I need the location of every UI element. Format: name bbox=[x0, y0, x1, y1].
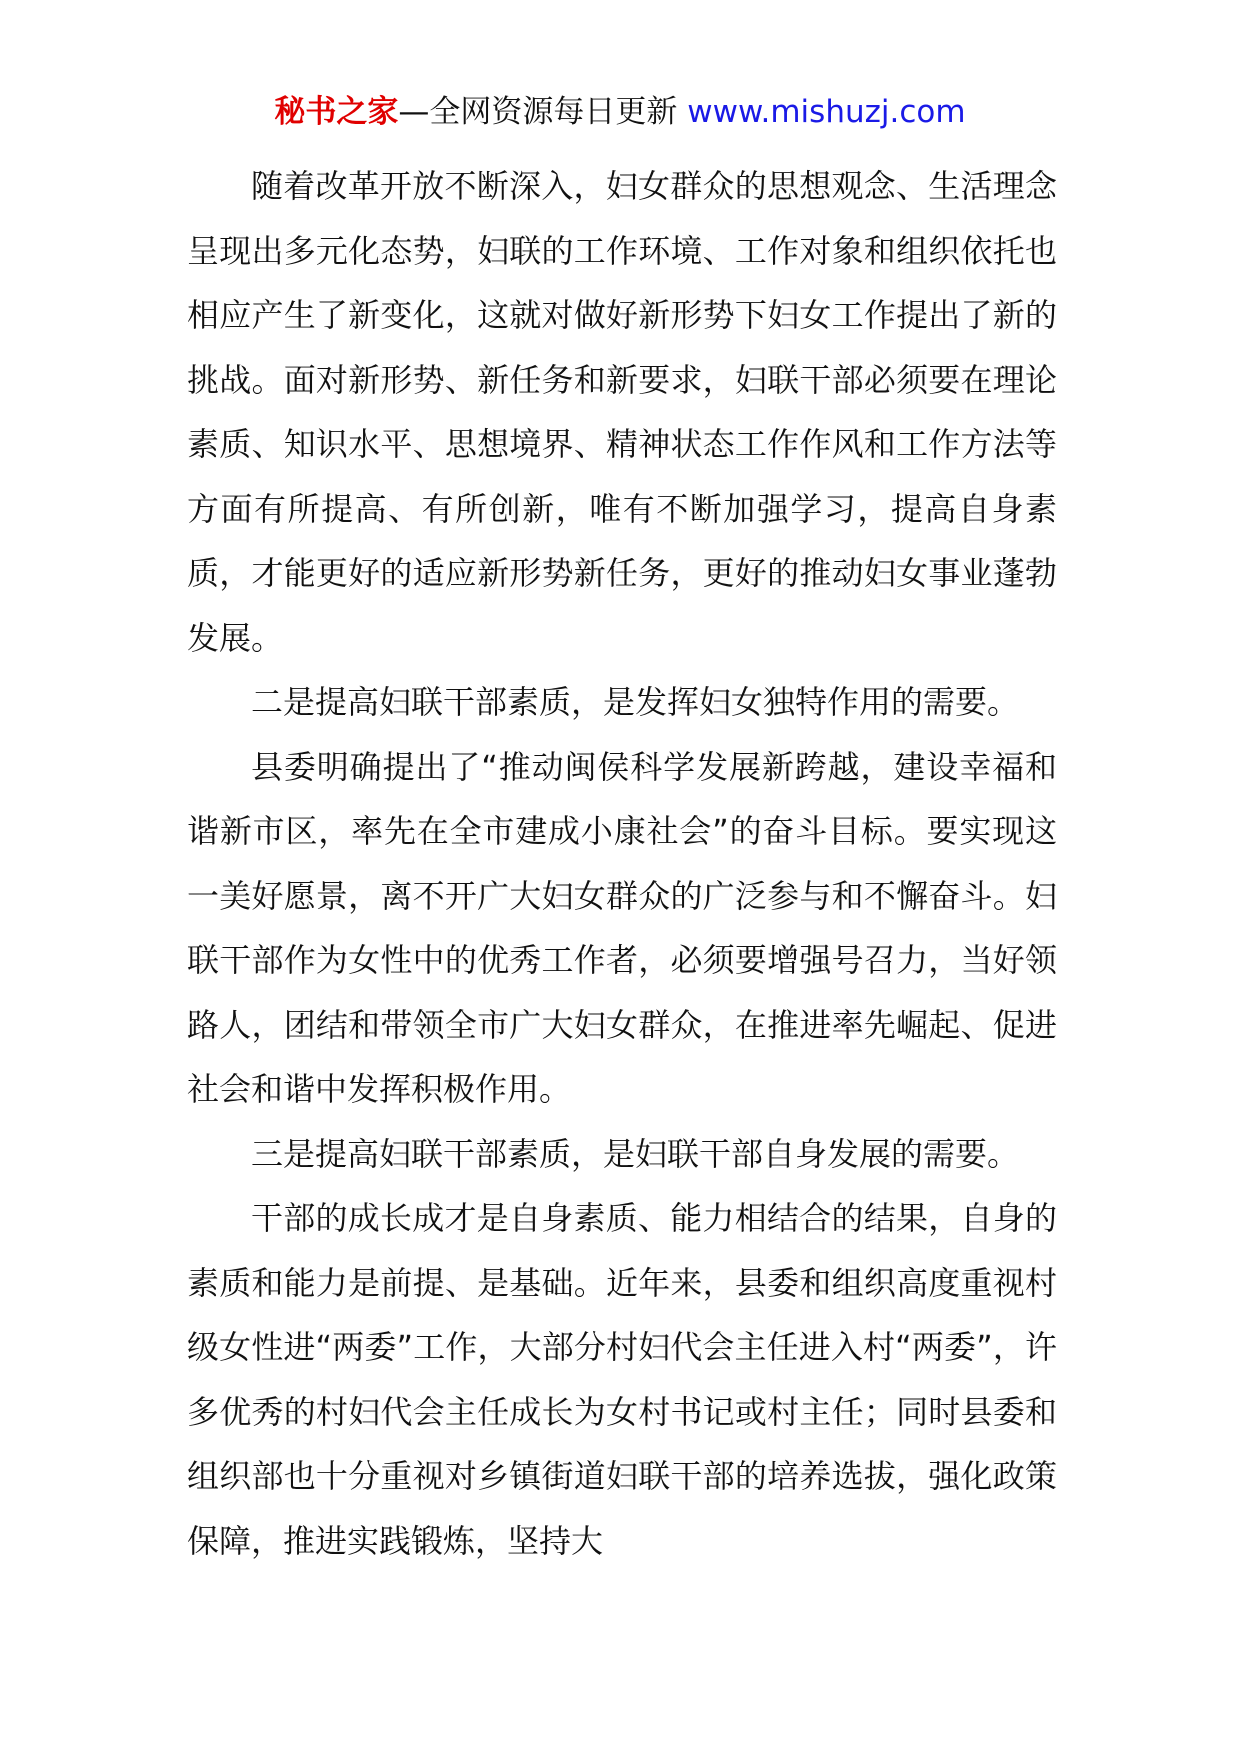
header-tagline: —全网资源每日更新 bbox=[398, 94, 688, 130]
section-heading-2: 二是提高妇联干部素质，是发挥妇女独特作用的需要。 bbox=[251, 683, 1020, 721]
paragraph-cadre-growth: 干部的成长成才是自身素质、能力相结合的结果，自身的素质和能力是前提、是基础。近年来，县委和组织高度重视村级女性进“两委”工作，大部分村妇代会主任进入村“两委”，许多优秀的村妇代会主任成长为女村书记或村主任；同时县委和组织部也十分重视对乡镇街道妇联干部的培养选拔，强化政策保障，推进实践锻炼，坚持大 bbox=[187, 1199, 1057, 1560]
site-url-link[interactable]: www.mishuzj.com bbox=[687, 94, 966, 130]
paragraph-intro: 随着改革开放不断深入，妇女群众的思想观念、生活理念呈现出多元化态势，妇联的工作环境、工作对象和组织依托也相应产生了新变化，这就对做好新形势下妇女工作提出了新的挑战。面对新形势、新任务和新要求，妇联干部必须要在理论素质、知识水平、思想境界、精神状态工作作风和工作方法等方面有所提高、有所创新，唯有不断加强学习，提高自身素质，才能更好的适应新形势新任务，更好的推动妇女事业蓬勃发展。 bbox=[187, 167, 1057, 657]
section-heading-3: 三是提高妇联干部素质，是妇联干部自身发展的需要。 bbox=[251, 1134, 1020, 1173]
brand-name: 秘书之家 bbox=[274, 94, 399, 130]
paragraph-county-goal: 县委明确提出了“推动闽侯科学发展新跨越，建设幸福和谐新市区，率先在全市建成小康社会”的奋斗目标。要实现这一美好愿景，离不开广大妇女群众的广泛参与和不懈奋斗。妇联干部作为女性中的优秀工作者，必须要增强号召力，当好领路人，团结和带领全市广大妇女群众，在推进率先崛起、促进社会和谐中发挥积极作用。 bbox=[187, 747, 1057, 1108]
document-body bbox=[187, 154, 1057, 1573]
site-header bbox=[0, 92, 1240, 132]
